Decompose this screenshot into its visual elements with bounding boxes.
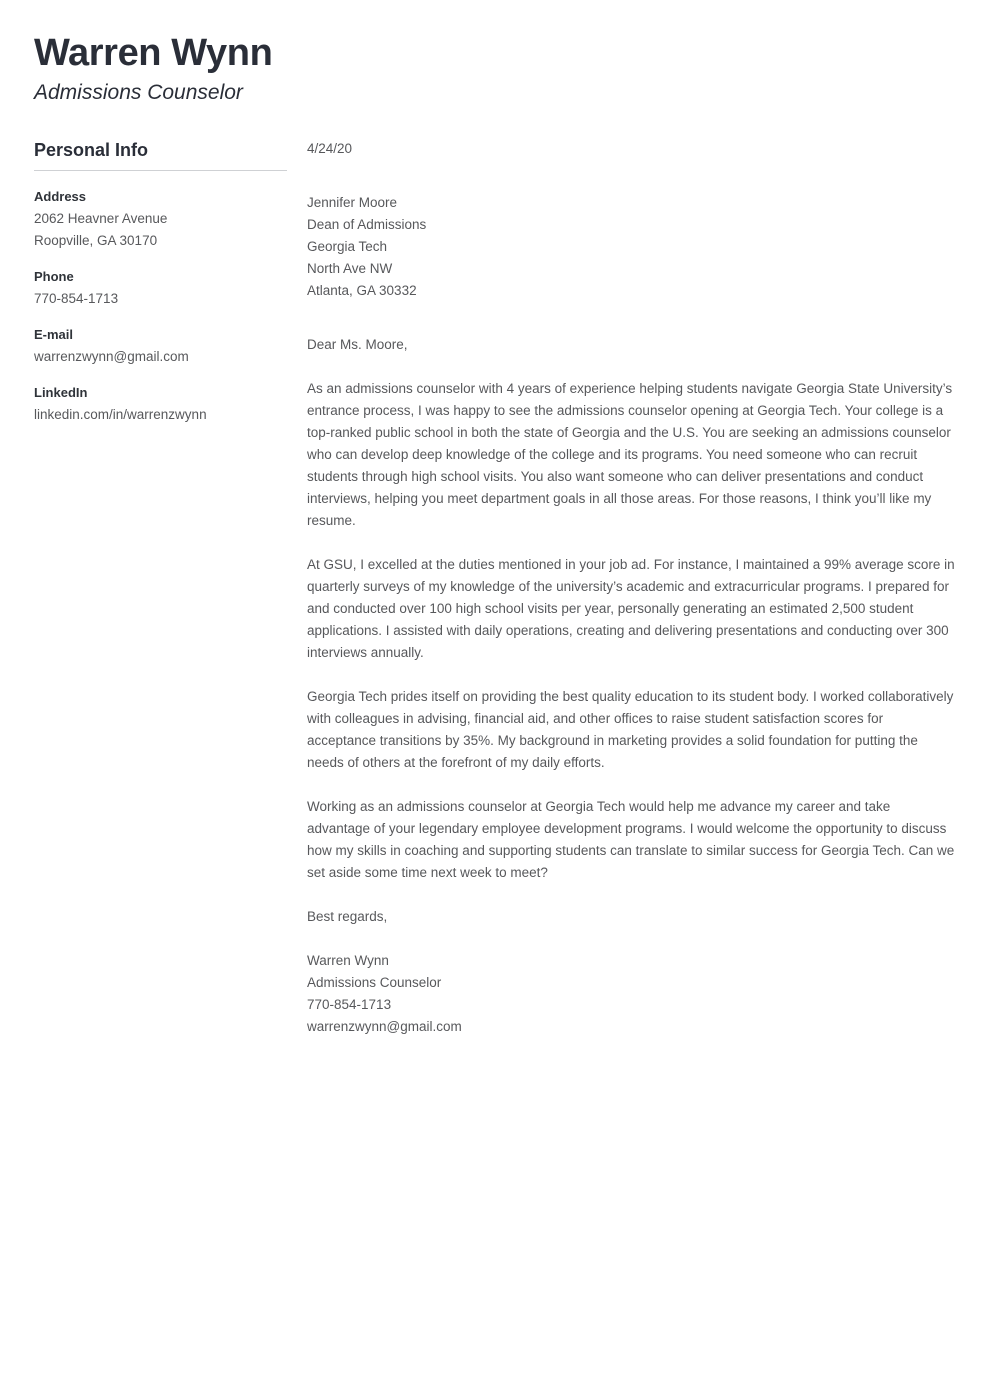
info-value-address-city: Roopville, GA 30170 <box>34 233 158 248</box>
salutation: Dear Ms. Moore, <box>307 337 408 352</box>
recipient-block <box>307 192 955 302</box>
recipient-organization: Georgia Tech <box>307 239 388 254</box>
recipient-title: Dean of Admissions <box>307 217 427 232</box>
letter-paragraph-3: Georgia Tech prides itself on providing the best quality education to its student body. I worked collaboratively with colleagues in advising, financial aid, and other offices to raise student satisfaction scores for acceptance transitions by 35%. My background in marketing provides a solid foundation for putting the needs of others at the forefront of my daily efforts. <box>307 689 954 770</box>
info-group-address <box>34 186 287 252</box>
applicant-job-title: Admissions Counselor <box>34 81 243 104</box>
info-group-phone <box>34 266 287 310</box>
letter-closing: Best regards, <box>307 909 388 924</box>
recipient-street: North Ave NW <box>307 261 393 276</box>
personal-info-sidebar <box>34 138 287 440</box>
letter-body <box>307 138 955 1038</box>
signature-name: Warren Wynn <box>307 953 389 968</box>
info-label-linkedin: LinkedIn <box>34 385 88 400</box>
info-value-linkedin[interactable]: linkedin.com/in/warrenzwynn <box>34 407 207 422</box>
info-value-address-street: 2062 Heavner Avenue <box>34 211 168 226</box>
info-label-phone: Phone <box>34 269 74 284</box>
signature-title: Admissions Counselor <box>307 975 442 990</box>
recipient-city: Atlanta, GA 30332 <box>307 283 417 298</box>
letter-paragraph-4: Working as an admissions counselor at Georgia Tech would help me advance my career and take advantage of your legendary employee development programs. I would welcome the opportunity to discuss how my skills in coaching and supporting students can translate to similar success for Georgia Tech. Can we set aside some time next week to meet? <box>307 799 955 880</box>
page-title: Warren Wynn <box>34 32 273 74</box>
info-label-email: E-mail <box>34 327 74 342</box>
info-value-email[interactable]: warrenzwynn@gmail.com <box>34 349 189 364</box>
letter-date: 4/24/20 <box>307 141 353 156</box>
sidebar-section-title: Personal Info <box>34 140 149 160</box>
signature-block <box>307 950 955 1038</box>
recipient-name: Jennifer Moore <box>307 195 398 210</box>
letter-paragraphs <box>307 378 955 884</box>
letter-paragraph-2: At GSU, I excelled at the duties mentioned in your job ad. For instance, I maintained a 99% average score in quarterly surveys of my knowledge of the university’s academic and extracurricular programs. I prepared for and conducted over 100 high school visits per year, personally generating an estimated 2,500 student applications. I assisted with daily operations, creating and delivering presentations and conducting over 300 interviews annually. <box>307 557 955 660</box>
letter-paragraph-1: As an admissions counselor with 4 years of experience helping students navigate Georgia State University’s entrance process, I was happy to see the admissions counselor opening at Georgia Tech. Your college is a top-ranked public school in both the state of Georgia and the U.S. You are seeking an admissions counselor who can develop deep knowledge of the college and its programs. You need someone who can recruit students through high school visits. You also want someone who can deliver presentations and conduct interviews, helping you meet department goals in all those areas. For those reasons, I think you’ll like my resume. <box>307 381 953 528</box>
sidebar-divider <box>34 170 287 171</box>
signature-phone: 770-854-1713 <box>307 997 392 1012</box>
info-group-email <box>34 324 287 368</box>
signature-email[interactable]: warrenzwynn@gmail.com <box>307 1019 462 1034</box>
letter-header <box>34 30 674 107</box>
info-label-address: Address <box>34 189 87 204</box>
info-group-linkedin <box>34 382 287 426</box>
info-value-phone: 770-854-1713 <box>34 291 119 306</box>
